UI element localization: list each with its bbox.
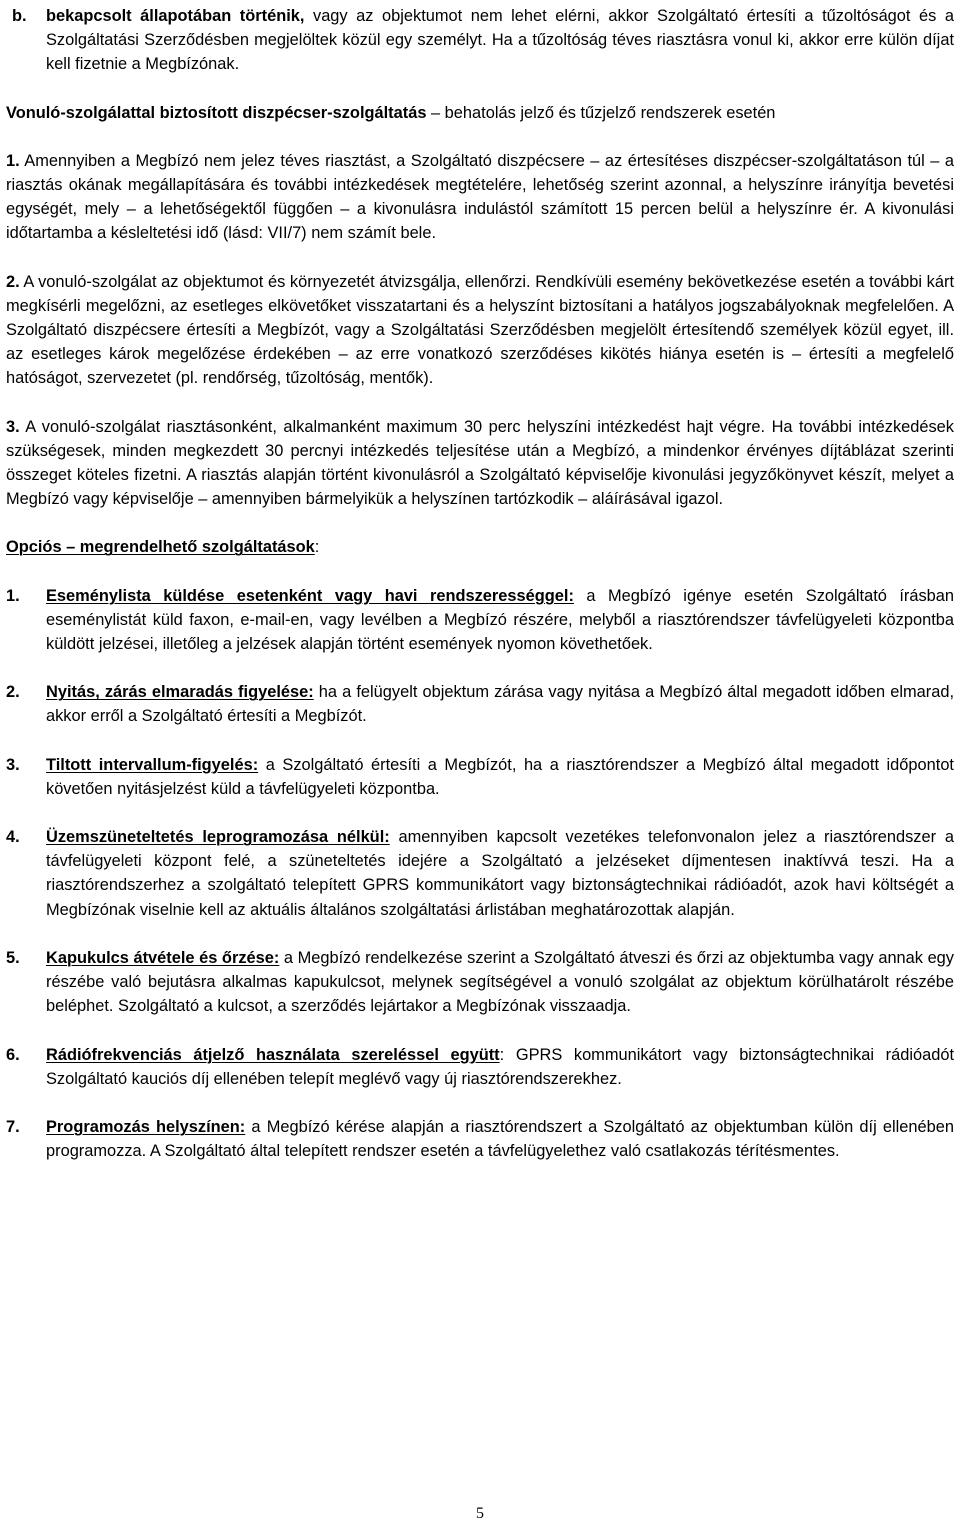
option-item-title: Tiltott intervallum-figyelés: <box>46 755 259 774</box>
option-item-title: Üzemszüneteltetés leprogramozása nélkül: <box>46 828 390 847</box>
section1-item-number: 1. <box>6 151 20 170</box>
option-item-text: a Szolgáltató értesíti a Megbízót, ha a riasztórendszer a Megbízó által megadott időpontot követően nyitásjelzést küld a távfelügyeleti központba. <box>46 755 954 798</box>
option-item-5 <box>6 946 954 1019</box>
section2-heading-text: Opciós – megrendelhető szolgáltatások <box>6 538 315 557</box>
intro-label: b. <box>12 7 27 25</box>
option-item-6 <box>6 1043 954 1091</box>
section1-item-text: A vonuló-szolgálat riasztásonként, alkalmanként maximum 30 perc helyszíni intézkedést hajt végre. Ha további intézkedések szükségesek, minden megkezdett 30 percnyi intézkedés teljesítése után a Megbízó, a mindenkor érvényes díjtáblázat szerinti összeget köteles fizetni. A riasztás alapján történt kivonulásról a Szolgáltató képviselője kivonulási jegyzőkönyvet készít, melyet a Megbízó vagy képviselője – amennyiben bármelyikük a helyszínen tartózkodik – aláírásával igazol. <box>6 417 954 509</box>
section1-heading-rest: – behatolás jelző és tűzjelző rendszerek esetén <box>431 103 776 122</box>
intro-paragraph <box>6 0 954 77</box>
option-item-text: a Megbízó igénye esetén Szolgáltató írásban eseménylistát küld faxon, e-mail-en, vagy levélben a Megbízó részére, melyből a riasztórendszer távfelügyeleti központba küldött jelzései, illetőleg a jelzések alapján történt események nyomon követhetőek. <box>46 586 955 654</box>
option-item-text: a Megbízó rendelkezése szerint a Szolgáltató átveszi és őrzi az objektumba vagy annak egy részébe való bejutásra alkalmas kapukulcsot, melynek segítségével a vonuló szolgálat az objektum körülhatárolt részébe beléphet. Szolgáltató a kulcsot, a szerződés lejártakor a Megbízónak visszaadja. <box>46 948 954 1016</box>
option-item-text: : GPRS kommunikátort vagy biztonságtechnikai rádióadót Szolgáltató kauciós díj ellenében telepít meglévő vagy új riasztórendszerekhez. <box>46 1045 954 1088</box>
option-item-text: amennyiben kapcsolt vezetékes telefonvonalon jelez a riasztórendszer a távfelügyeleti központ felé, a szüneteltetés idejére a Szolgáltató a jelzéseket díjmentesen inaktívvá teszi. Ha a riasztórendszerhez a szolgáltató telepített GPRS kommunikátort vagy biztonságtechnikai rádióadót, azok havi költségét a Megbízónak viselnie kell az aktuális általános szolgáltatási árlistában meghatározottak alapján. <box>46 828 954 919</box>
section1-item-number: 3. <box>6 417 20 436</box>
option-item-title: Rádiófrekvenciás átjelző használata szereléssel együtt <box>46 1045 500 1064</box>
option-item-number: 4. <box>6 828 20 847</box>
section1-item-2 <box>6 270 954 391</box>
option-item-title: Kapukulcs átvétele és őrzése: <box>46 948 280 967</box>
option-item-7 <box>6 1115 954 1163</box>
intro-bold-text: bekapcsolt állapotában történik, <box>46 7 305 25</box>
section1-heading-bold: Vonuló-szolgálattal biztosított diszpécser-szolgáltatás <box>6 103 427 122</box>
section1-item-text: Amennyiben a Megbízó nem jelez téves riasztást, a Szolgáltató diszpécsere – az értesítéses diszpécser-szolgáltatáson túl – a riasztás okának megállapítására és további intézkedések megtételére, lehetőség szerint azonnal, a helyszínre irányítja bevetési egységét, mely – a lehetőségektől függően – a kivonulásra indulástól számított 15 percen belül a helyszínre ér. A kivonulási időtartamba a késleltetési idő (lásd: VII/7) nem számít bele. <box>6 151 954 243</box>
section1-item-3 <box>6 415 954 512</box>
option-item-title: Nyitás, zárás elmaradás figyelése: <box>46 683 314 702</box>
option-item-title: Eseménylista küldése esetenként vagy havi rendszerességgel: <box>46 586 574 605</box>
option-item-title: Programozás helyszínen: <box>46 1117 246 1136</box>
section2-heading <box>6 535 954 559</box>
option-item-number: 7. <box>6 1117 20 1136</box>
option-item-1 <box>6 584 954 657</box>
option-item-number: 3. <box>6 755 20 774</box>
option-item-text: a Megbízó kérése alapján a riasztórendszert a Szolgáltató az objektumban külön díj ellenében programozza. A Szolgáltató által telepített rendszer esetén a távfelügyelethez való csatlakozás térítésmentes. <box>46 1117 954 1161</box>
option-item-number: 6. <box>6 1045 20 1064</box>
option-item-number: 1. <box>6 586 20 605</box>
option-item-number: 5. <box>6 948 20 967</box>
section1-item-number: 2. <box>6 272 20 291</box>
intro-text: vagy az objektumot nem lehet elérni, akkor Szolgáltató értesíti a tűzoltóságot és a Szolgáltatási Szerződésben megjelöltek közül egy személyt. Ha a tűzoltóság téves riasztásra vonul ki, akkor erre külön díjat kell fizetnie a Megbízónak. <box>46 7 954 74</box>
option-item-number: 2. <box>6 683 20 702</box>
option-item-2 <box>6 680 954 728</box>
section2-heading-suffix: : <box>314 538 320 557</box>
option-item-3 <box>6 753 954 801</box>
option-item-4 <box>6 825 954 922</box>
section1-heading <box>6 101 954 125</box>
section1-item-1 <box>6 149 954 246</box>
page-number: 5 <box>476 1505 484 1522</box>
section1-item-text: A vonuló-szolgálat az objektumot és környezetét átvizsgálja, ellenőrzi. Rendkívüli esemény bekövetkezése esetén a további kárt megkísérli megelőzni, az esetleges elkövetőket visszatartani és a helyszínt biztosítani a hatályos jogszabályoknak megfelelően. A Szolgáltató diszpécsere értesíti a Megbízót, vagy a Szolgáltatási Szerződésben megjelölt értesítendő személyek közül egyet, ill. az esetleges károk megelőzése érdekében – az erre vonatkozó szerződéses kikötés hiánya esetén is – értesíti a megfelelő hatóságot, szervezetet (pl. rendőrség, tűzoltóság, mentők). <box>6 272 955 388</box>
option-item-text: ha a felügyelt objektum zárása vagy nyitása a Megbízó által megadott időben elmarad, akkor erről a Szolgáltató értesíti a Megbízót. <box>46 683 955 726</box>
